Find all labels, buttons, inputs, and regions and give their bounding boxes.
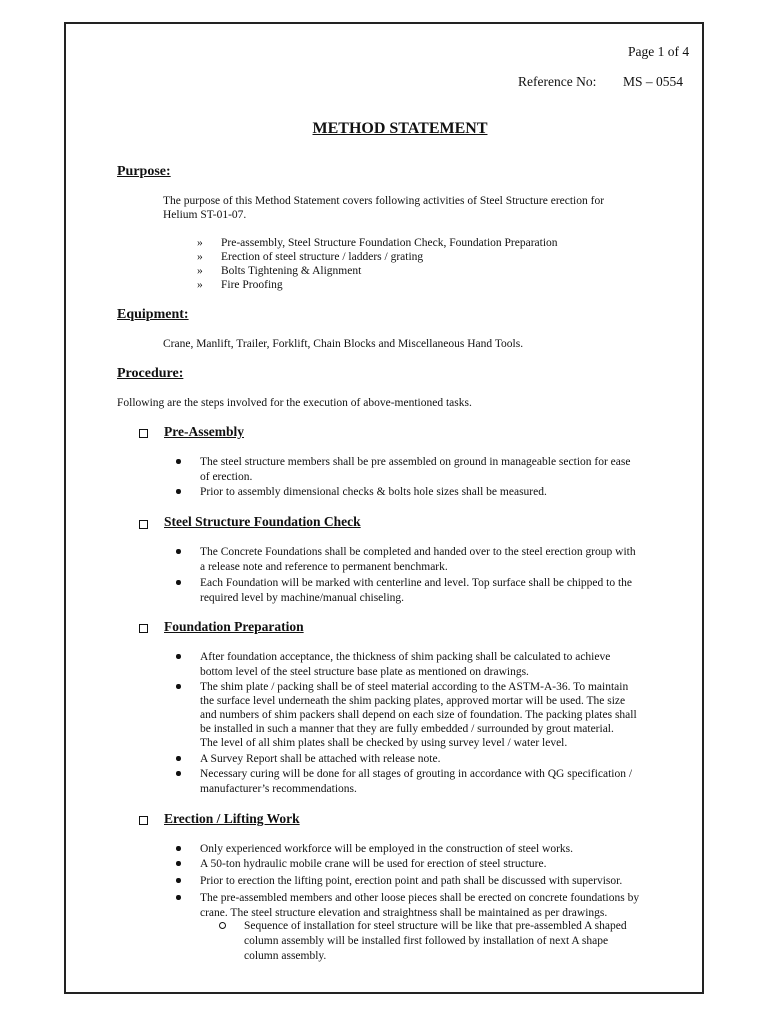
reference-label: Reference No: [518, 74, 597, 89]
bullet-text: manufacturer’s recommendations. [200, 783, 357, 795]
bullet-text: bottom level of the steel structure base plate as mentioned on drawings. [200, 666, 529, 678]
checkbox-square-icon [139, 624, 148, 633]
sub-bullet-text: column assembly. [244, 950, 327, 962]
bullet-text: and numbers of shim packers shall depend on each size of foundation. The packing plates shall [200, 709, 637, 721]
reference-value: MS – 0554 [623, 74, 684, 89]
page-number: Page 1 of 4 [628, 44, 690, 59]
bullet-text: required level by machine/manual chiseling. [200, 592, 405, 604]
bullet-text: the surface level underneath the shim packing plates, approved mortar will be used. The size [200, 695, 626, 707]
section-heading-pre-assembly: Pre-Assembly [164, 424, 244, 439]
bullet-icon [176, 756, 181, 761]
section-heading-foundation-preparation: Foundation Preparation [164, 619, 304, 634]
equipment-heading: Equipment: [117, 307, 189, 322]
purpose-text-line1: The purpose of this Method Statement covers following activities of Steel Structure erection for [163, 195, 605, 207]
bullet-text: Each Foundation will be marked with centerline and level. Top surface shall be chipped to the [200, 577, 633, 589]
bullet-text: The pre-assembled members and other loose pieces shall be erected on concrete foundations by [200, 892, 640, 904]
bullet-icon [176, 895, 181, 900]
bullet-icon [176, 684, 181, 689]
bullet-icon [176, 580, 181, 585]
bullet-icon [176, 459, 181, 464]
bullet-text: After foundation acceptance, the thickness of shim packing shall be calculated to achieve [200, 651, 611, 663]
equipment-text: Crane, Manlift, Trailer, Forklift, Chain Blocks and Miscellaneous Hand Tools. [163, 338, 524, 350]
bullet-icon [176, 654, 181, 659]
checkbox-square-icon [139, 816, 148, 825]
raquo-marker: » [197, 237, 203, 249]
bullet-text: A 50-ton hydraulic mobile crane will be used for erection of steel structure. [200, 858, 547, 870]
section-heading-erection-lifting: Erection / Lifting Work [164, 811, 300, 826]
sub-bullet-text: Sequence of installation for steel structure will be like that pre-assembled A shaped [244, 920, 627, 932]
bullet-text: Prior to assembly dimensional checks & bolts hole sizes shall be measured. [200, 486, 547, 498]
sub-bullet-text: column assembly will be installed first followed by installation of next A shape [244, 935, 609, 947]
bullet-text: The Concrete Foundations shall be completed and handed over to the steel erection group with [200, 546, 636, 558]
purpose-item: Pre-assembly, Steel Structure Foundation Check, Foundation Preparation [221, 237, 558, 249]
bullet-text: A Survey Report shall be attached with release note. [200, 753, 441, 765]
document-title: METHOD STATEMENT [312, 120, 488, 137]
bullet-icon [176, 861, 181, 866]
bullet-text: crane. The steel structure elevation and straightness shall be maintained as per drawings. [200, 907, 608, 919]
bullet-text: The level of all shim plates shall be checked by using survey level / water level. [200, 737, 568, 749]
sub-bullet-ring-icon [219, 922, 226, 929]
bullet-text: Prior to erection the lifting point, erection point and path shall be discussed with supervisor. [200, 875, 623, 887]
bullet-text: Only experienced workforce will be employed in the construction of steel works. [200, 843, 573, 855]
bullet-text: be installed in such a manner that they are fully embedded / surrounded by grout material. [200, 723, 614, 735]
raquo-marker: » [197, 279, 203, 291]
purpose-item: Bolts Tightening & Alignment [221, 265, 362, 277]
bullet-text: The steel structure members shall be pre assembled on ground in manageable section for ease [200, 456, 631, 468]
bullet-icon [176, 878, 181, 883]
checkbox-square-icon [139, 429, 148, 438]
purpose-item: Erection of steel structure / ladders / grating [221, 251, 424, 263]
raquo-marker: » [197, 251, 203, 263]
bullet-icon [176, 489, 181, 494]
bullet-text: The shim plate / packing shall be of steel material according to the ASTM-A-36. To maintain [200, 681, 629, 693]
checkbox-square-icon [139, 520, 148, 529]
bullet-text: of erection. [200, 471, 253, 483]
bullet-text: a release note and reference to permanent benchmark. [200, 561, 448, 573]
procedure-intro: Following are the steps involved for the execution of above-mentioned tasks. [117, 397, 472, 409]
raquo-marker: » [197, 265, 203, 277]
section-heading-foundation-check: Steel Structure Foundation Check [164, 514, 361, 529]
procedure-heading: Procedure: [117, 366, 184, 381]
purpose-item: Fire Proofing [221, 279, 283, 291]
bullet-icon [176, 549, 181, 554]
bullet-text: Necessary curing will be done for all stages of grouting in accordance with QG specification / [200, 768, 633, 780]
bullet-icon [176, 846, 181, 851]
purpose-text-line2: Helium ST-01-07. [163, 209, 247, 221]
purpose-heading: Purpose: [117, 164, 171, 179]
bullet-icon [176, 771, 181, 776]
